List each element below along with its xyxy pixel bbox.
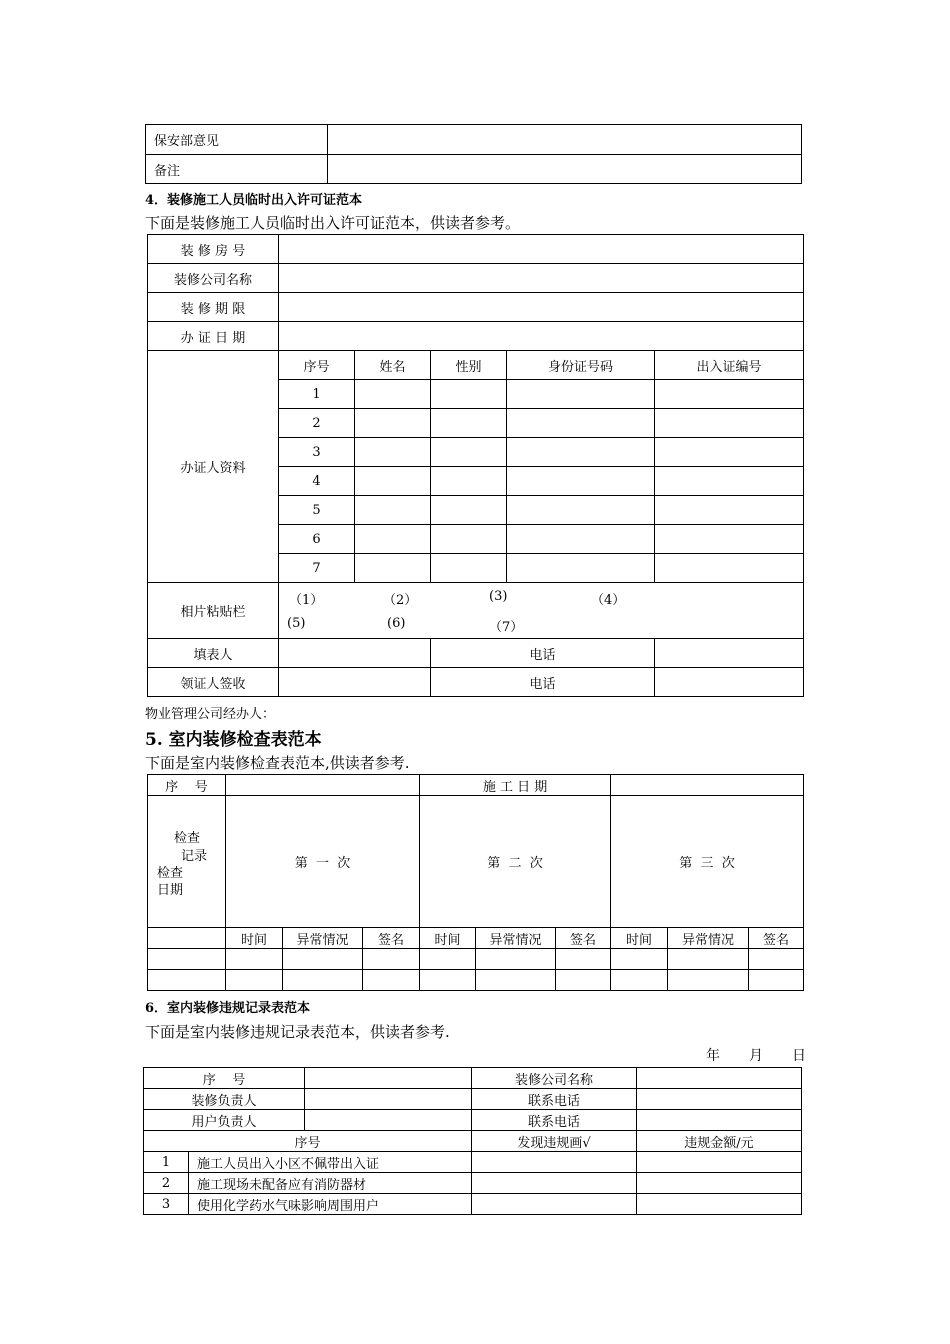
round-1-abnormal: 异常情况 xyxy=(283,928,363,949)
col-seq: 序号 xyxy=(279,351,355,380)
table-row xyxy=(144,1152,802,1173)
filler-value xyxy=(279,639,431,668)
date-month: 月 xyxy=(749,1048,763,1064)
receiver-phone-label: 电话 xyxy=(431,668,655,697)
issue-date-value xyxy=(279,322,804,351)
manager-line: 物业管理公司经办人： xyxy=(145,707,276,722)
company-name-value xyxy=(279,264,804,293)
round-1-sign: 签名 xyxy=(363,928,420,949)
room-number-label: 装 修 房 号 xyxy=(148,235,279,264)
violation-no: 3 xyxy=(144,1194,189,1215)
violation-text: 施工人员出入小区不佩带出入证 xyxy=(189,1152,472,1173)
photo-slot-4: （4） xyxy=(591,593,626,608)
row-number: 5 xyxy=(279,496,355,525)
diag-top2: 记录 xyxy=(181,849,208,864)
violation-text: 使用化学药水气味影响周围用户 xyxy=(189,1194,472,1215)
inspection-table xyxy=(147,774,804,991)
round-1-time: 时间 xyxy=(226,928,283,949)
security-opinion-label: 保安部意见 xyxy=(146,125,328,155)
diag-bottom2: 日期 xyxy=(157,883,184,898)
round-1-label: 第 一 次 xyxy=(226,796,420,928)
col-pass-number: 出入证编号 xyxy=(655,351,804,380)
photo-slot-5: (5) xyxy=(287,616,306,631)
remarks-label: 备注 xyxy=(146,155,328,184)
worker-permit-table xyxy=(147,234,804,697)
section5-intro: 下面是室内装修检查表范本,供读者参考. xyxy=(145,754,410,772)
photo-slot-1: （1） xyxy=(289,593,324,608)
filler-phone-label: 电话 xyxy=(431,639,655,668)
row-number: 6 xyxy=(279,525,355,554)
round-3-time: 时间 xyxy=(611,928,668,949)
round-2-abnormal: 异常情况 xyxy=(476,928,556,949)
table-row xyxy=(148,949,804,970)
round-2-sign: 签名 xyxy=(556,928,611,949)
period-value xyxy=(279,293,804,322)
receiver-phone-value xyxy=(655,668,804,697)
row-number: 7 xyxy=(279,554,355,583)
round-3-label: 第 三 次 xyxy=(611,796,804,928)
round-2-label: 第 二 次 xyxy=(420,796,611,928)
photo-slot-3: (3) xyxy=(489,589,508,604)
violation-user-label: 用户负责人 xyxy=(144,1110,305,1131)
violation-manager-phone-label: 联系电话 xyxy=(472,1089,637,1110)
section6-heading: 6．室内装修违规记录表范本 xyxy=(145,1001,311,1016)
violation-company-label: 装修公司名称 xyxy=(472,1068,637,1089)
violation-table xyxy=(143,1067,802,1215)
round-2-time: 时间 xyxy=(420,928,476,949)
security-remarks-table xyxy=(145,124,802,184)
remarks-value xyxy=(328,155,802,184)
receiver-value xyxy=(279,668,431,697)
photo-slot-7: （7） xyxy=(489,620,524,635)
table-row xyxy=(148,970,804,991)
section4-intro: 下面是装修施工人员临时出入许可证范本，供读者参考。 xyxy=(145,214,521,232)
violation-col-amount: 违规金额/元 xyxy=(637,1131,802,1152)
issue-date-label: 办 证 日 期 xyxy=(148,322,279,351)
violation-no: 1 xyxy=(144,1152,189,1173)
room-number-value xyxy=(279,235,804,264)
section4-heading: 4．装修施工人员临时出入许可证范本 xyxy=(145,193,363,208)
photo-area xyxy=(279,583,804,639)
violation-seq-label: 序 号 xyxy=(144,1068,305,1089)
row-number: 4 xyxy=(279,467,355,496)
filler-phone-value xyxy=(655,639,804,668)
receiver-label: 领证人签收 xyxy=(148,668,279,697)
violation-col-seq: 序号 xyxy=(144,1131,472,1152)
violation-no: 2 xyxy=(144,1173,189,1194)
filler-label: 填表人 xyxy=(148,639,279,668)
violation-manager-label: 装修负责人 xyxy=(144,1089,305,1110)
construction-date-label: 施 工 日 期 xyxy=(420,775,611,796)
inspection-seq-label: 序 号 xyxy=(148,775,226,796)
col-name: 姓名 xyxy=(355,351,431,380)
section6-intro: 下面是室内装修违规记录表范本，供读者参考. xyxy=(145,1023,450,1041)
round-3-abnormal: 异常情况 xyxy=(668,928,749,949)
table-row xyxy=(144,1173,802,1194)
photo-slot-2: （2） xyxy=(383,593,418,608)
row-number: 1 xyxy=(279,380,355,409)
date-day: 日 xyxy=(792,1048,806,1064)
violation-user-phone-label: 联系电话 xyxy=(472,1110,637,1131)
col-gender: 性别 xyxy=(431,351,507,380)
security-opinion-value xyxy=(328,125,802,155)
violation-col-found: 发现违规画√ xyxy=(472,1131,637,1152)
violation-text: 施工现场未配备应有消防器材 xyxy=(189,1173,472,1194)
section5-heading: 5. 室内装修检查表范本 xyxy=(145,730,322,750)
date-year: 年 xyxy=(706,1048,720,1064)
diag-top: 检查 xyxy=(174,831,201,846)
company-name-label: 装修公司名称 xyxy=(148,264,279,293)
period-label: 装 修 期 限 xyxy=(148,293,279,322)
col-id-number: 身份证号码 xyxy=(507,351,655,380)
diag-bottom: 检查 xyxy=(157,866,184,881)
applicant-info-label: 办证人资料 xyxy=(148,351,279,583)
row-number: 2 xyxy=(279,409,355,438)
photo-area-label: 相片粘贴栏 xyxy=(148,583,279,639)
table-row xyxy=(144,1194,802,1215)
row-number: 3 xyxy=(279,438,355,467)
photo-slot-6: (6) xyxy=(387,616,406,631)
round-3-sign: 签名 xyxy=(749,928,804,949)
diagonal-header xyxy=(148,796,226,928)
